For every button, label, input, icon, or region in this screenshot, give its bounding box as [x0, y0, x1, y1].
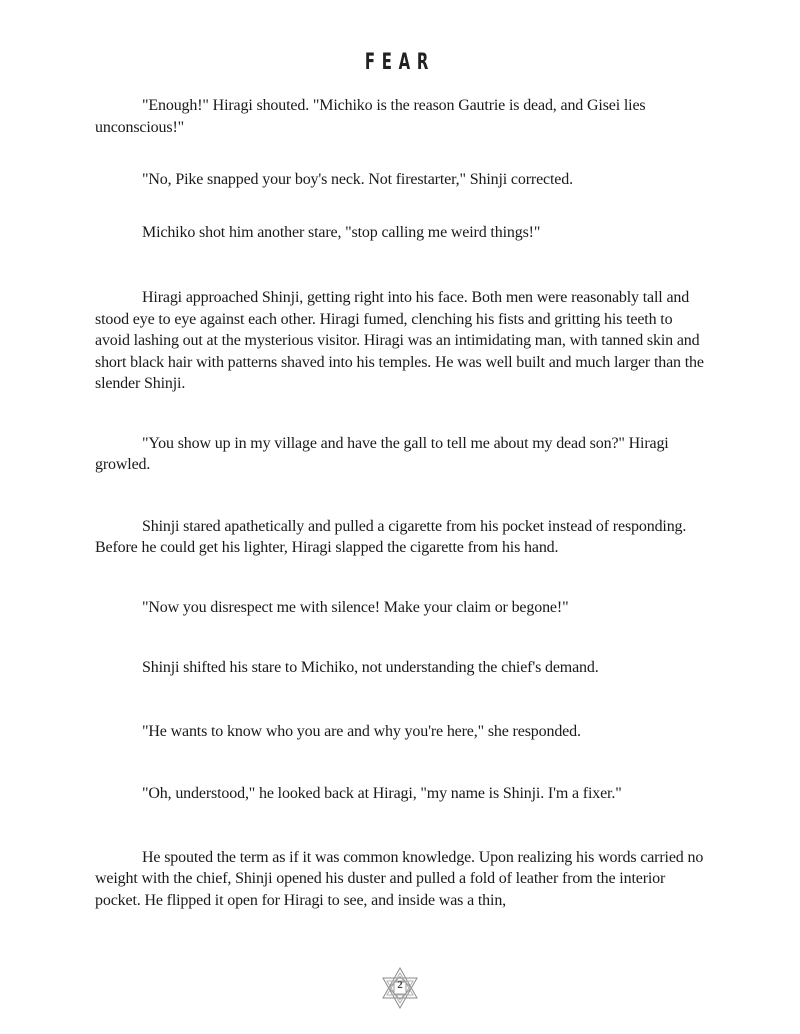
paragraph: "No, Pike snapped your boy's neck. Not firestarter," Shinji corrected. — [142, 171, 573, 188]
paragraph: "Now you disrespect me with silence! Make your claim or begone!" — [142, 598, 569, 616]
paragraph: Shinji shifted his stare to Michiko, not understanding the chief's demand. — [142, 659, 599, 676]
paragraph: Shinji stared apathetically and pulled a cigarette from his pocket instead of responding. Before he could get his lighter, Hiragi slapped the cigarette from his hand. — [95, 517, 687, 556]
paragraph: Michiko shot him another stare, "stop calling me weird things!" — [142, 223, 541, 241]
body-text — [95, 95, 707, 911]
page-title: FEAR — [364, 50, 436, 75]
page-number: 2 — [397, 979, 403, 991]
page-footer — [377, 965, 423, 1011]
paragraph: He spouted the term as if it was common knowledge. Upon realizing his words carried no weight with the chief, Shinji opened his duster and pulled a fold of leather from the interior pocket. He flipped it open for Hiragi to see, and inside was a thin, — [95, 848, 704, 909]
paragraph: "Oh, understood," he looked back at Hiragi, "my name is Shinji. I'm a fixer." — [142, 785, 622, 802]
paragraph: "He wants to know who you are and why you're here," she responded. — [142, 722, 581, 740]
paragraph: Hiragi approached Shinji, getting right into his face. Both men were reasonably tall and stood eye to eye against each other. Hiragi fumed, clenching his fists and gritting his teeth to avoid lashing out at the mysterious visitor. Hiragi was an intimidating man, with tanned skin and short black hair with patterns shaved into his temples. He was well built and much larger than the slender Shinji. — [95, 289, 704, 392]
paragraph: "You show up in my village and have the gall to tell me about my dead son?" Hiragi growled. — [95, 434, 669, 473]
paragraph: "Enough!" Hiragi shouted. "Michiko is the reason Gautrie is dead, and Gisei lies unconscious!" — [95, 97, 646, 136]
